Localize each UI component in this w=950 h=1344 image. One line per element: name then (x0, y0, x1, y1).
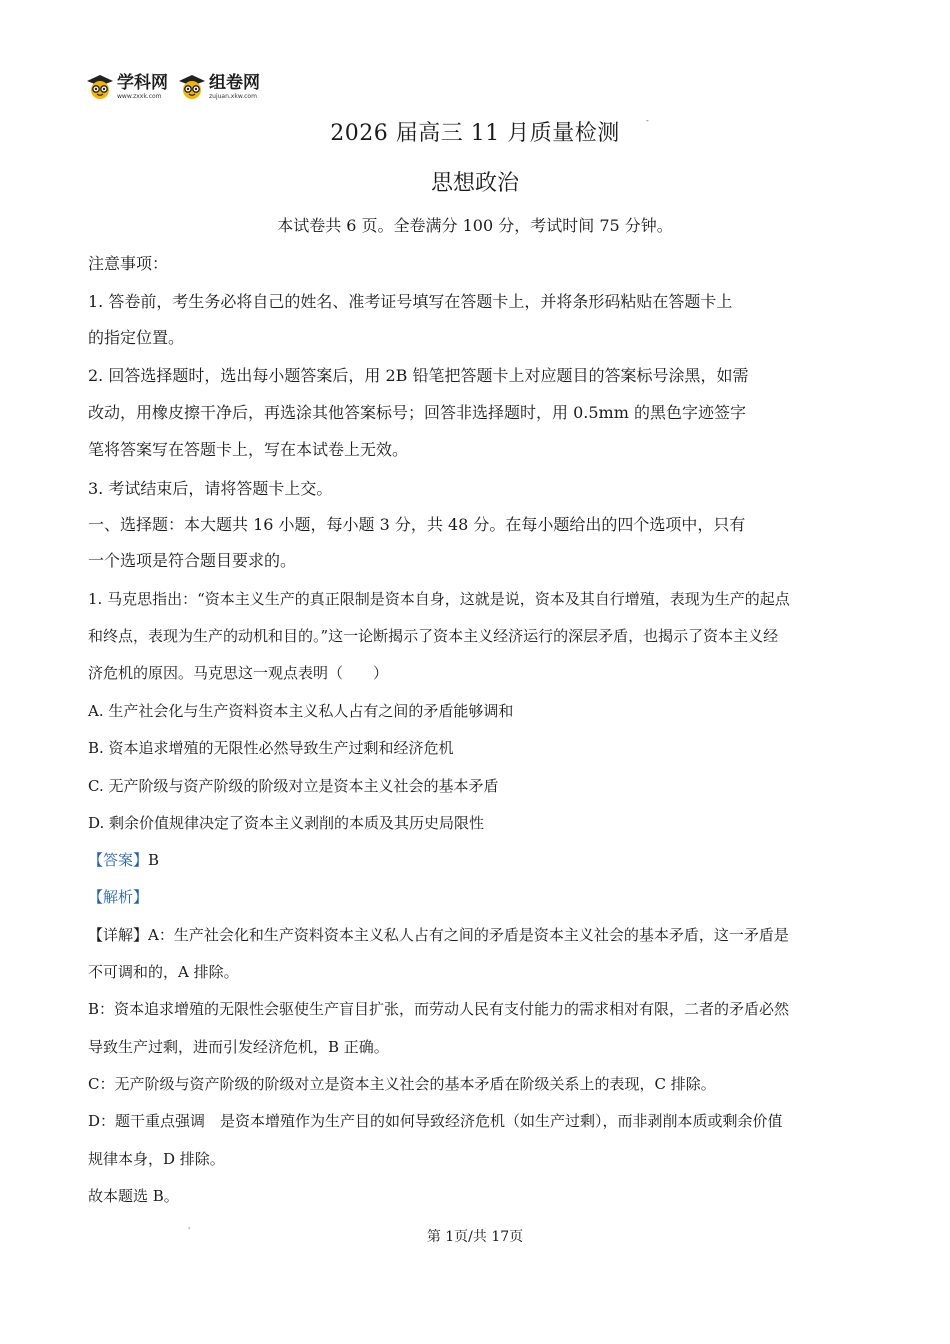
q1-stem-3: 济危机的原因。马克思这一观点表明（ ） (88, 664, 389, 682)
exam-info: 本试卷共 6 页。全卷满分 100 分，考试时间 75 分钟。 (277, 216, 673, 235)
header-logos (86, 70, 260, 104)
subject-title: 思想政治 (430, 171, 519, 196)
q1-option-d: D. 剩余价值规律决定了资本主义剥削的本质及其历史局限性 (88, 814, 485, 832)
detail-line-1: A：生产社会化和生产资料资本主义私人占有之间的矛盾是资本主义社会的基本矛盾，这一矛盾是 (148, 926, 789, 944)
q1-option-a: A. 生产社会化与生产资料资本主义私人占有之间的矛盾能够调和 (88, 702, 514, 720)
section-line-b: 一个选项是符合题目要求的。 (88, 551, 297, 570)
note-2a: 2. 回答选择题时，选出每小题答案后，用 2B 铅笔把答题卡上对应题目的答案标号涂黑，如需 (88, 366, 749, 385)
q1-detail-3: B：资本追求增殖的无限性会驱使生产盲目扩张，而劳动人民有支付能力的需求相对有限，二者的矛盾必然 (88, 1000, 790, 1018)
q1-conclusion: 故本题选 B。 (88, 1187, 179, 1205)
mascot-icon (178, 73, 206, 101)
note-2b: 改动，用橡皮擦干净后，再选涂其他答案标号；回答非选择题时，用 0.5mm 的黑色字迹签字 (88, 403, 746, 422)
logo2-url: zujuan.xkw.com (209, 92, 257, 100)
note-2c: 笔将答案写在答题卡上，写在本试卷上无效。 (88, 440, 409, 459)
q1-detail-1 (88, 924, 789, 945)
q1-detail-2: 不可调和的，A 排除。 (88, 963, 239, 981)
q1-detail-7: 规律本身，D 排除。 (88, 1150, 225, 1168)
logo1-name: 学科网 (117, 72, 168, 93)
logo1-url: www.zxxk.com (117, 92, 162, 100)
q1-detail-6: D：题干重点强调 是资本增殖作为生产目的如何导致经济危机（如生产过剩），而非剥削本质或剩余价值 (88, 1112, 783, 1130)
q1-option-b: B. 资本追求增殖的无限性必然导致生产过剩和经济危机 (88, 739, 454, 757)
logo-xuekewang (86, 73, 168, 101)
q1-analysis (88, 886, 148, 907)
note-1b: 的指定位置。 (88, 328, 185, 347)
logo2-name: 组卷网 (209, 72, 260, 93)
logo-zujuanwang (178, 73, 260, 101)
page-footer: 第 1页/共 17页 (426, 1229, 524, 1245)
stray-mark: - (646, 116, 649, 125)
detail-tag: 【详解】 (88, 926, 149, 944)
note-3: 3. 考试结束后，请将答题卡上交。 (88, 479, 333, 498)
q1-detail-5: C：无产阶级与资产阶级的阶级对立是资本主义社会的基本矛盾在阶级关系上的表现，C 排除。 (88, 1075, 716, 1093)
answer-value: B (148, 851, 160, 869)
note-1a: 1. 答卷前，考生务必将自己的姓名、准考证号填写在答题卡上，并将条形码粘贴在答题卡上 (88, 292, 733, 311)
answer-tag: 【答案】 (88, 851, 149, 869)
stray-mark: ' (188, 1226, 191, 1235)
q1-answer (88, 849, 159, 870)
notes-heading: 注意事项： (88, 254, 169, 273)
q1-option-c: C. 无产阶级与资产阶级的阶级对立是资本主义社会的基本矛盾 (88, 777, 499, 795)
mascot-icon (86, 73, 114, 101)
exam-title: 2026 届高三 11 月质量检测 (330, 121, 620, 146)
q1-stem-2: 和终点，表现为生产的动机和目的。”这一论断揭示了资本主义经济运行的深层矛盾，也揭示了资本主义经 (88, 627, 779, 645)
analysis-tag: 【解析】 (88, 888, 149, 906)
q1-detail-4: 导致生产过剩，进而引发经济危机，B 正确。 (88, 1038, 389, 1056)
section-line-a: 一、选择题：本大题共 16 小题，每小题 3 分，共 48 分。在每小题给出的四个选项中，只有 (88, 515, 746, 534)
q1-stem-1: 1. 马克思指出：“资本主义生产的真正限制是资本自身，这就是说，资本及其自行增殖，表现为生产的起点 (88, 590, 790, 608)
